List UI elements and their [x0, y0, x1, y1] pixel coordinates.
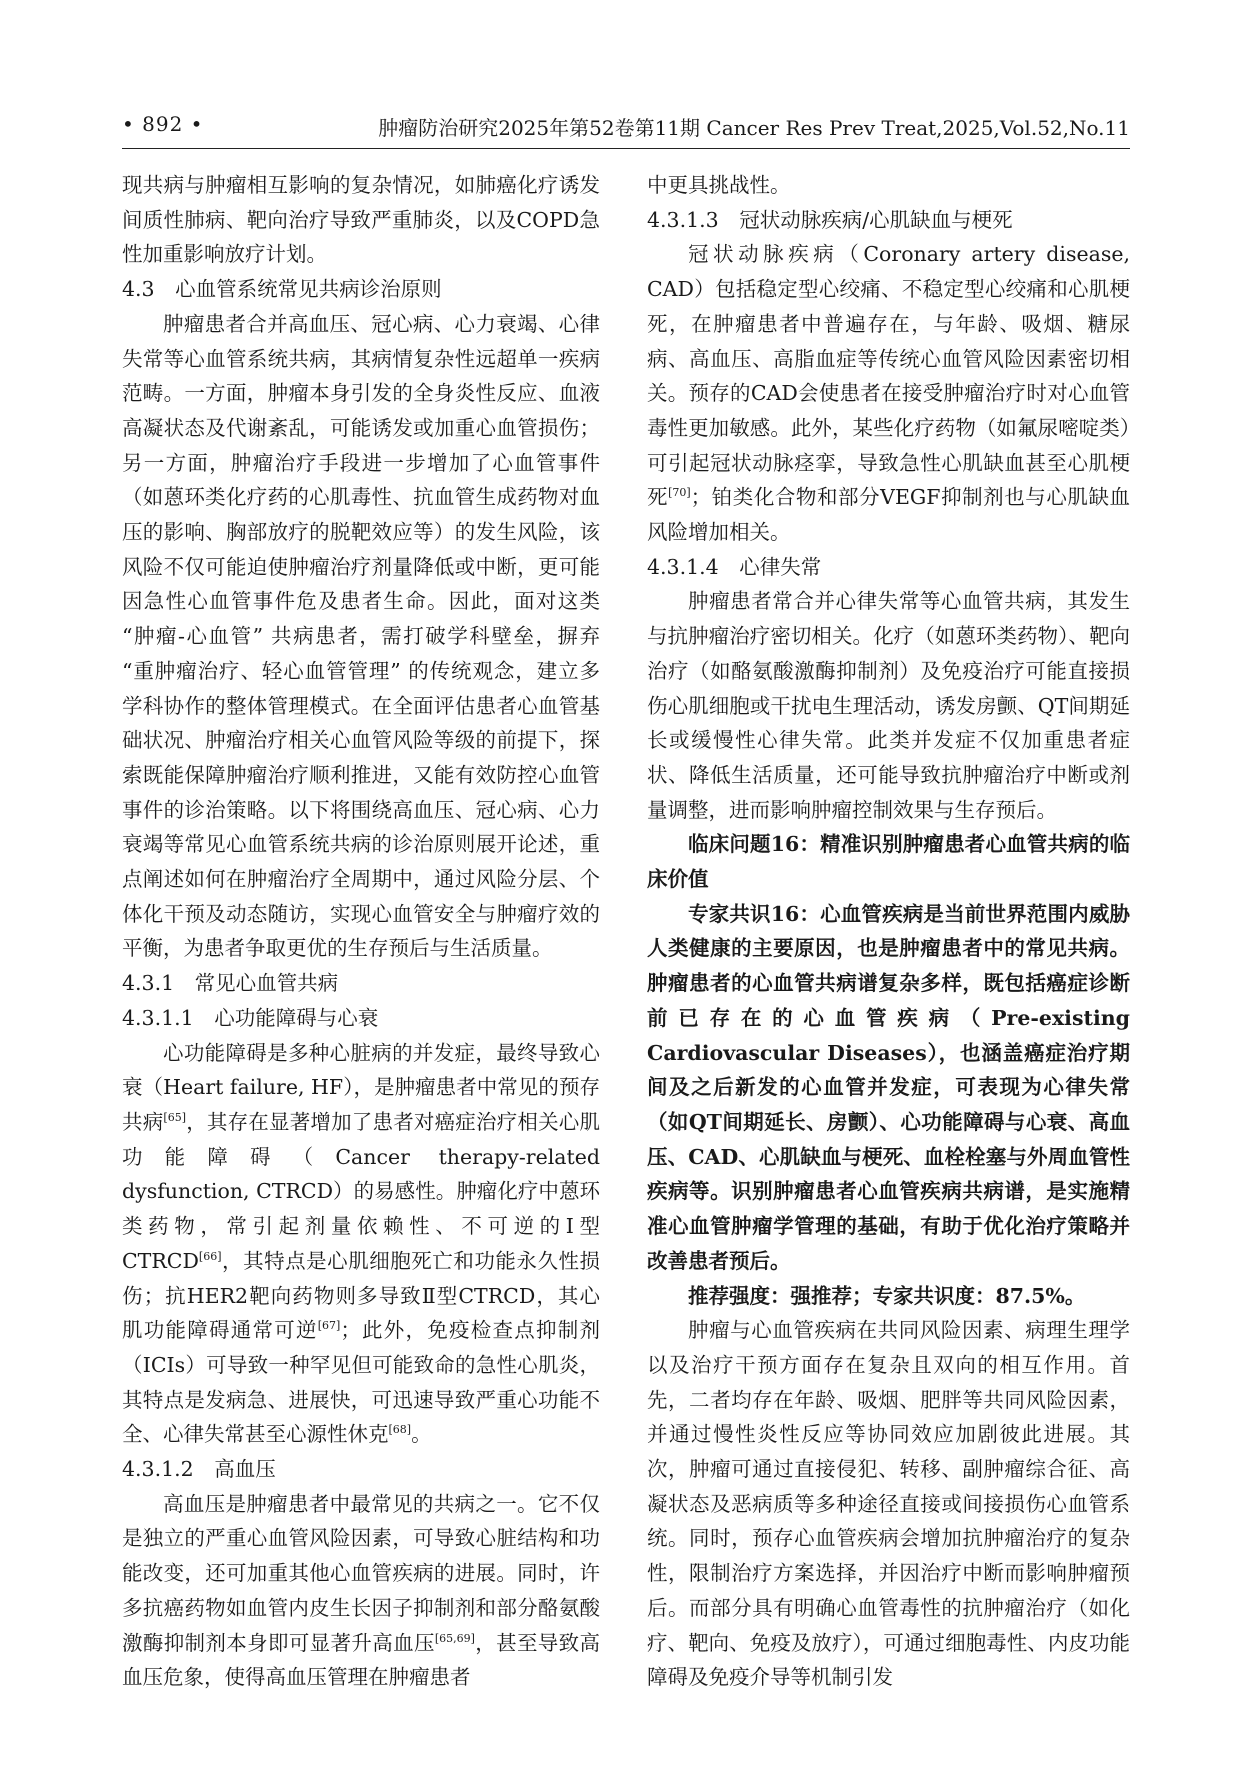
- clinical-question: 临床问题16：精准识别肿瘤患者心血管共病的临床价值: [647, 832, 1130, 892]
- paragraph: 肿瘤与心血管疾病在共同风险因素、病理生理学以及治疗干预方面存在复杂且双向的相互作用。首先，二者均存在年龄、吸烟、肥胖等共同风险因素，并通过慢性炎性反应等协同效应加剧彼此进展。其次，肿瘤可通过直接侵犯、转移、副肿瘤综合征、高凝状态及恶病质等多种途径直接或间接损伤心血管系统。同时，预存心血管疾病会增加抗肿瘤治疗的复杂性，限制治疗方案选择，并因治疗中断而影响肿瘤预后。而部分具有明确心血管毒性的抗肿瘤治疗（如化疗、靶向、免疫及放疗），可通过细胞毒性、内皮功能障碍及免疫介导等机制引发: [647, 1318, 1130, 1690]
- page-number: • 892 •: [122, 112, 204, 136]
- recommendation-strength: 推荐强度：强推荐；专家共识度：87.5%。: [688, 1283, 1086, 1308]
- section-heading: 4.3.1.4 心律失常: [647, 554, 822, 579]
- citation-ref: [65]: [163, 1111, 186, 1125]
- paragraph: 肿瘤患者合并高血压、冠心病、心力衰竭、心律失常等心血管系统共病，其病情复杂性远超单一疾病范畴。一方面，肿瘤本身引发的全身炎性反应、血液高凝状态及代谢紊乱，可能诱发或加重心血管损伤；另一方面，肿瘤治疗手段进一步增加了心血管事件（如蒽环类化疗药的心肌毒性、抗血管生成药物对血压的影响、胸部放疗的脱靶效应等）的发生风险，该风险不仅可能迫使肿瘤治疗剂量降低或中断，更可能因急性心血管事件危及患者生命。因此，面对这类 “肿瘤-心血管” 共病患者，需打破学科壁垒，摒弃 “重肿瘤治疗、轻心血管管理” 的传统观念，建立多学科协作的整体管理模式。在全面评估患者心血管基础状况、肿瘤治疗相关心血管风险等级的前提下，探索既能保障肿瘤治疗顺利推进，又能有效防控心血管事件的诊治策略。以下将围绕高血压、冠心病、心力衰竭等常见心血管系统共病的诊治原则展开论述，重点阐述如何在肿瘤治疗全周期中，通过风险分层、个体化干预及动态随访，实现心血管安全与肿瘤疗效的平衡，为患者争取更优的生存预后与生活质量。: [122, 311, 600, 961]
- paragraph: [122, 1487, 600, 1695]
- paragraph: 现共病与肿瘤相互影响的复杂情况，如肺癌化疗诱发间质性肺病、靶向治疗导致严重肺炎，以及COPD急性加重影响放疗计划。: [122, 173, 600, 267]
- citation-ref: [68]: [388, 1423, 412, 1437]
- paragraph: 肿瘤患者常合并心律失常等心血管共病，其发生与抗肿瘤治疗密切相关。化疗（如蒽环类药物）、靶向治疗（如酪氨酸激酶抑制剂）及免疫治疗可能直接损伤心肌细胞或干扰电生理活动，诱发房颤、QT间期延长或缓慢性心律失常。此类并发症不仅加重患者症状、降低生活质量，还可能导致抗肿瘤治疗中断或剂量调整，进而影响肿瘤控制效果与生存预后。: [647, 589, 1130, 822]
- right-column: [647, 168, 1130, 1695]
- citation-ref: [67]: [317, 1319, 341, 1333]
- expert-consensus: 专家共识16：心血管疾病是当前世界范围内威胁人类健康的主要原因，也是肿瘤患者中的常见共病。肿瘤患者的心血管共病谱复杂多样，既包括癌症诊断前已存在的心血管疾病（Pre-existing Cardiovascular Diseases），也涵盖癌症治疗期间及之后新发的心血管并发症，可表现为心律失常（如QT间期延长、房颤）、心功能障碍与心衰、高血压、CAD、心肌缺血与梗死、血栓栓塞与外周血管性疾病等。识别肿瘤患者心血管疾病共病谱，是实施精准心血管肿瘤学管理的基础，有助于优化治疗策略并改善患者预后。: [647, 901, 1130, 1273]
- text-span: 冠状动脉疾病（Coronary artery disease, CAD）包括稳定型心绞痛、不稳定型心绞痛和心肌梗死，在肿瘤患者中普遍存在，与年龄、吸烟、糖尿病、高血压、高脂血症等传统心血管风险因素密切相关。预存的CAD会使患者在接受肿瘤治疗时对心血管毒性更加敏感。此外，某些化疗药物（如氟尿嘧啶类）可引起冠状动脉痉挛，导致急性心肌缺血甚至心肌梗死: [647, 242, 1130, 510]
- citation-ref: [66]: [198, 1249, 222, 1263]
- text-span: ，其特点是心肌细胞死亡和功能永久性损伤；抗HER2靶向药物则多导致Ⅱ型CTRCD，其心肌功能障碍通常可逆: [122, 1248, 600, 1343]
- text-span: ；此外，免疫检查点抑制剂（ICIs）可导致一种罕见但可能致命的急性心肌炎，其特点是发病急、进展快，可迅速导致严重心功能不全、心律失常甚至心源性休克: [122, 1318, 601, 1447]
- citation-ref: [65,69]: [434, 1631, 475, 1645]
- section-heading: 4.3.1.3 冠状动脉疾病/心肌缺血与梗死: [647, 207, 1013, 232]
- journal-citation: 肿瘤防治研究2025年第52卷第11期 Cancer Res Prev Treat,2025,Vol.52,No.11: [378, 116, 1130, 140]
- section-heading: 4.3.1.2 高血压: [122, 1457, 276, 1482]
- paragraph: [647, 237, 1130, 549]
- text-span: ；铂类化合物和部分VEGF抑制剂也与心肌缺血风险增加相关。: [647, 485, 1131, 545]
- paragraph: 中更具挑战性。: [647, 173, 791, 197]
- left-column: [122, 168, 600, 1695]
- section-heading: 4.3.1.1 心功能障碍与心衰: [122, 1005, 379, 1030]
- text-span: 。: [411, 1422, 432, 1447]
- section-heading: 4.3 心血管系统常见共病诊治原则: [122, 277, 442, 302]
- paragraph: [122, 1036, 600, 1452]
- running-header: [122, 106, 1130, 149]
- text-span: ，甚至导致高血压危象，使得高血压管理在肿瘤患者: [122, 1630, 601, 1690]
- text-span: 心功能障碍是多种心脏病的并发症，最终导致心衰（Heart failure, HF），是肿瘤患者中常见的预存共病: [122, 1040, 600, 1134]
- citation-ref: [70]: [668, 486, 691, 500]
- text-span: 高血压是肿瘤患者中最常见的共病之一。它不仅是独立的严重心血管风险因素，可导致心脏结构和功能改变，还可加重其他心血管疾病的进展。同时，许多抗癌药物如血管内皮生长因子抑制剂和部分酪氨酸激酶抑制剂本身即可显著升高血压: [122, 1491, 600, 1655]
- text-span: ，其存在显著增加了患者对癌症治疗相关心肌功能障碍（Cancer therapy-related dysfunction, CTRCD）的易感性。肿瘤化疗中蒽环类药物，常引起剂量依赖性、不可逆的Ⅰ型CTRCD: [122, 1109, 601, 1273]
- section-heading: 4.3.1 常见心血管共病: [122, 971, 339, 996]
